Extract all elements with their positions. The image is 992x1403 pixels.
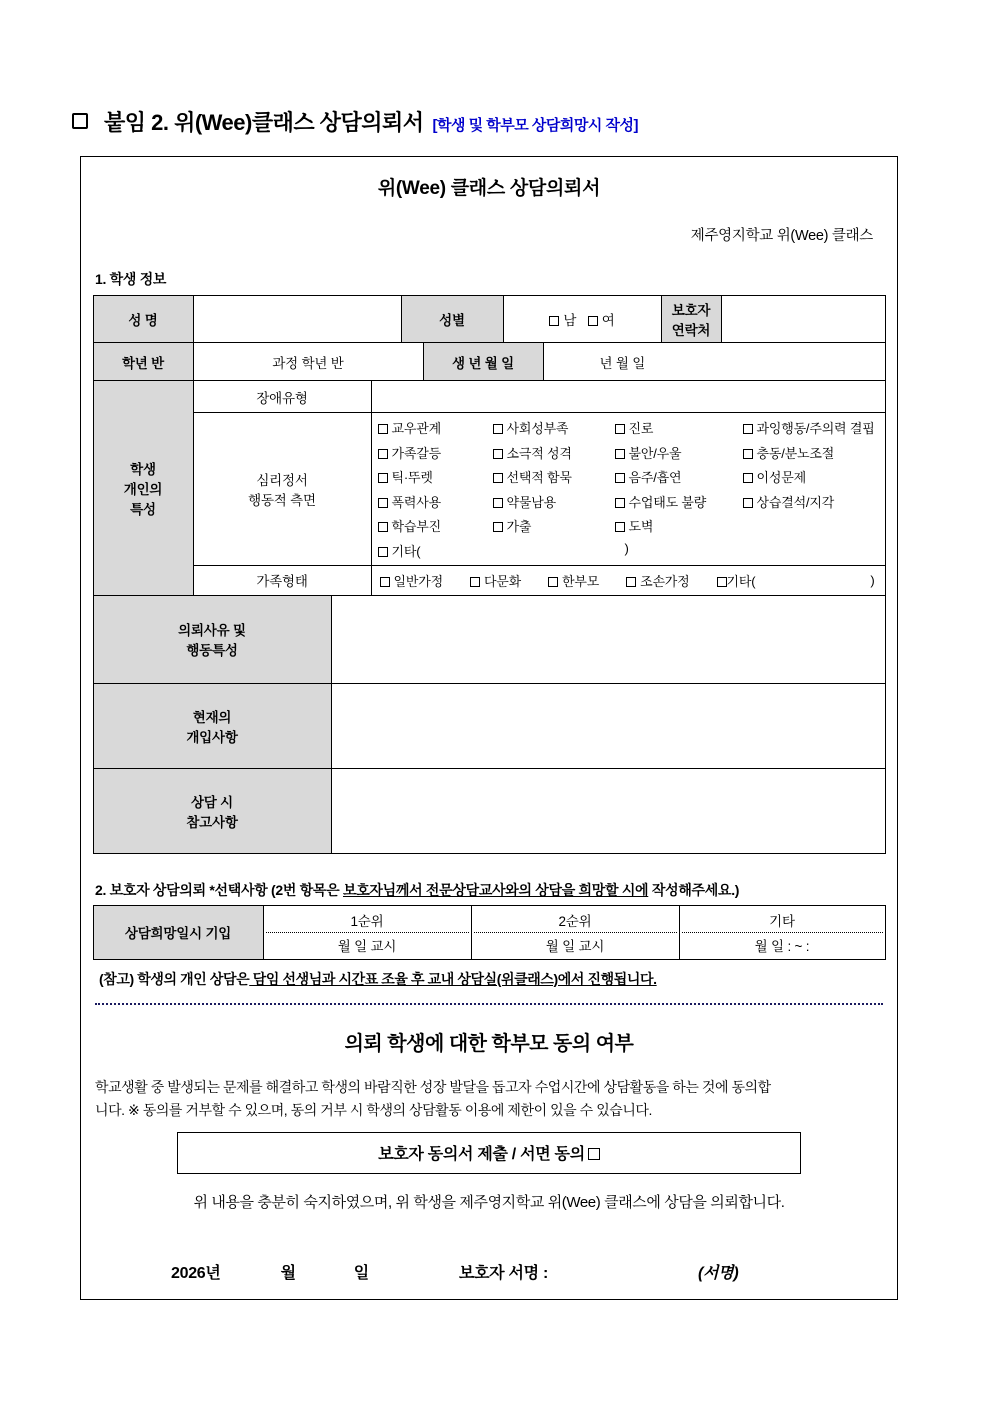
checkbox-icon[interactable]: [493, 449, 503, 459]
label-psych-behavior: [193, 413, 371, 566]
checkbox-icon[interactable]: [743, 424, 753, 434]
psych-item-label: 교우관계: [391, 421, 441, 436]
label-grade-class: 학년 반: [93, 343, 193, 381]
psych-item-empty: [743, 516, 883, 535]
checkbox-icon[interactable]: [378, 498, 388, 508]
family-item: [380, 571, 443, 590]
psych-item-label: 틱·뚜렛: [391, 470, 433, 485]
label-name: 성 명: [93, 296, 193, 343]
field-psych-checklist[interactable]: [371, 413, 885, 566]
student-info-table: [93, 295, 886, 854]
table-row-grade: [93, 343, 885, 381]
checkbox-icon[interactable]: [493, 424, 503, 434]
label-referral-reason: [93, 595, 331, 683]
family-etc-open-label: 기타(: [726, 573, 756, 589]
signature-day[interactable]: 일: [353, 1264, 369, 1282]
family-etc-close-label: ): [870, 572, 875, 588]
consent-body: [95, 1076, 883, 1122]
section2-label: [95, 880, 897, 900]
field-birthdate[interactable]: 년 월 일: [543, 343, 885, 381]
checkbox-icon[interactable]: [378, 449, 388, 459]
psych-item-label: 가족갈등: [391, 445, 441, 461]
family-item: [470, 571, 521, 590]
psych-item-label: 과잉행동/주의력 결핍: [756, 421, 875, 436]
psych-item-label: 선택적 함묵: [506, 470, 572, 485]
psych-item-label: 약물남용: [506, 494, 556, 510]
consent-checkbox-icon[interactable]: [588, 1148, 600, 1160]
checkbox-icon[interactable]: [743, 449, 753, 459]
note-underlined: 담임 선생님과 시간표 조율 후 교내 상담실(위클래스)에서 진행됩니다.: [249, 970, 657, 987]
psych-item-empty: [743, 541, 883, 560]
preferred-datetime-table: [93, 905, 886, 960]
psych-checkbox-grid: [372, 413, 885, 565]
table-row-psych: [93, 413, 885, 566]
checkbox-female-icon[interactable]: [588, 316, 598, 326]
checkbox-icon[interactable]: [615, 522, 625, 532]
field-counseling-reference[interactable]: [331, 768, 885, 853]
cell-priority-1[interactable]: [263, 905, 471, 959]
heading-main-title: 붙임 2. 위(Wee)클래스 상담의뢰서: [104, 110, 424, 135]
checkbox-icon[interactable]: [743, 473, 753, 483]
family-item-label: 조손가정: [640, 573, 690, 589]
psych-item-label: 진로: [628, 421, 654, 436]
form-title: 위(Wee) 클래스 상담의뢰서: [377, 178, 601, 199]
form-organization: 제주영지학교 위(Wee) 클래스: [690, 228, 873, 244]
checkbox-icon[interactable]: [717, 577, 727, 587]
family-item-etc: [717, 571, 756, 590]
label-disability-type: 장애유형: [193, 381, 371, 413]
family-item: [626, 571, 689, 590]
psych-item-label: 도벽: [628, 519, 654, 534]
heading-checkbox-icon: [72, 113, 88, 129]
consent-title: 의뢰 학생에 대한 학부모 동의 여부: [344, 1032, 634, 1055]
checkbox-icon[interactable]: [615, 498, 625, 508]
checkbox-icon[interactable]: [470, 577, 480, 587]
document-heading: [72, 106, 638, 137]
psych-item-label: 소극적 성격: [506, 445, 572, 461]
psych-item: [615, 492, 743, 511]
checkbox-icon[interactable]: [378, 473, 388, 483]
psych-item-label: 상습결석/지각: [756, 494, 835, 510]
priority-2-fields[interactable]: 월 일 교시: [545, 938, 605, 954]
reason-label-line2: 행동특성: [186, 643, 238, 658]
psych-item: [743, 492, 883, 511]
table-row-reference: [93, 768, 885, 853]
psych-item-etc: [378, 541, 493, 560]
checkbox-icon[interactable]: [378, 424, 388, 434]
priority-other-fields[interactable]: 월 일 : ~ :: [754, 938, 810, 954]
cell-priority-2[interactable]: [471, 905, 679, 959]
signature-mark: (서명): [697, 1264, 739, 1282]
consent-body-line1: 학교생활 중 발생되는 문제를 해결하고 학생의 바람직한 성장 발달을 돕고자 수업시간에 상담활동을 하는 것에 동의합: [95, 1078, 771, 1095]
field-referral-reason[interactable]: [331, 595, 885, 683]
priority-1-title: 1순위: [266, 908, 469, 933]
cell-priority-other[interactable]: [679, 905, 885, 959]
consent-box-label: 보호자 동의서 제출 / 서면 동의: [378, 1145, 585, 1163]
priority-1-fields[interactable]: 월 일 교시: [337, 938, 397, 954]
psych-item: [615, 467, 743, 486]
field-gender-options[interactable]: [503, 296, 661, 343]
psych-item: [378, 418, 493, 437]
psych-item-label: 이성문제: [756, 470, 806, 485]
dotted-divider: [95, 1003, 883, 1005]
psych-item: [378, 492, 493, 511]
psych-item-label: 수업태도 불량: [628, 494, 707, 510]
checkbox-icon[interactable]: [493, 522, 503, 532]
psych-item: [493, 443, 615, 462]
psych-item: [493, 418, 615, 437]
checkbox-icon[interactable]: [615, 473, 625, 483]
table-row-disability: [93, 381, 885, 413]
psych-item: [378, 443, 493, 462]
trait-label-line3: 특성: [130, 501, 156, 517]
psych-item-label: 폭력사용: [391, 494, 441, 510]
checkbox-icon[interactable]: [378, 547, 388, 557]
psych-etc-spacer: [493, 541, 615, 560]
ref-label-line1: 상담 시: [190, 794, 234, 810]
note-prefix: (참고) 학생의 개인 상담은: [99, 970, 250, 987]
field-guardian-contact[interactable]: [721, 296, 885, 343]
label-counseling-reference: [93, 768, 331, 853]
signature-month[interactable]: 월: [280, 1264, 296, 1282]
label-student-traits: [93, 381, 193, 596]
family-item-label: 일반가정: [393, 573, 443, 589]
section2-label-underlined: 보호자님께서 전문상담교사와의 상담을 희망할 시에: [342, 881, 649, 898]
consent-submit-box[interactable]: [177, 1132, 801, 1174]
psych-item-label: 가출: [506, 519, 532, 534]
priority-other-title: 기타: [682, 908, 883, 933]
label-family-type: 가족형태: [193, 565, 371, 595]
label-preferred-datetime: 상담희망일시 기입: [93, 905, 263, 959]
section2-label-pre: 2. 보호자 상담의뢰 *선택사항 (2번 항목은: [95, 881, 343, 898]
family-item-label: 다문화: [483, 573, 522, 589]
trait-label-line1: 학생: [130, 461, 156, 477]
family-item-label: 한부모: [562, 573, 600, 589]
checkbox-icon[interactable]: [378, 522, 388, 532]
psych-item-label: 충동/분노조절: [756, 445, 835, 461]
gender-option-male: 남: [563, 313, 577, 328]
signature-label: 보호자 서명 :: [458, 1264, 548, 1282]
section2-label-post: 작성해주세요.): [648, 881, 740, 898]
consent-final-statement: 위 내용을 충분히 숙지하였으며, 위 학생을 제주영지학교 위(Wee) 클래스에 상담을 의뢰합니다.: [193, 1193, 785, 1211]
checkbox-icon[interactable]: [493, 498, 503, 508]
trait-label-line2: 개인의: [123, 481, 163, 497]
signature-year: 2026년: [171, 1264, 221, 1282]
field-current-intervention[interactable]: [331, 683, 885, 768]
current-label-line1: 현재의: [192, 709, 232, 725]
field-family-type[interactable]: [371, 565, 885, 595]
psych-item: [493, 516, 615, 535]
psych-item: [743, 443, 883, 462]
form-frame: [80, 156, 898, 1300]
psych-item-label: 불안/우울: [628, 445, 682, 461]
label-current-intervention: [93, 683, 331, 768]
label-guardian-contact: 보호자 연락처: [661, 296, 721, 343]
checkbox-icon[interactable]: [743, 498, 753, 508]
table-row-family: [93, 565, 885, 595]
psych-label-line1: 심리정서: [256, 472, 308, 488]
table-row-name: [93, 296, 885, 343]
psych-label-line2: 행동적 측면: [248, 492, 316, 508]
psych-item: [615, 443, 743, 462]
psych-item: [493, 467, 615, 486]
psych-item: [615, 516, 743, 535]
psych-item: [615, 418, 743, 437]
label-birthdate: 생 년 월 일: [423, 343, 543, 381]
table-row-current: [93, 683, 885, 768]
psych-etc-close-label: ): [624, 540, 629, 556]
psych-item: [493, 492, 615, 511]
section1-label: 1. 학생 정보: [95, 271, 167, 287]
consent-body-line2: 니다. ※ 동의를 거부할 수 있으며, 동의 거부 시 학생의 상담활동 이용에 제한이 있을 수 있습니다.: [95, 1101, 652, 1118]
psych-item: [378, 516, 493, 535]
psych-item: [378, 467, 493, 486]
field-disability-type[interactable]: [371, 381, 885, 413]
psych-item: [743, 467, 883, 486]
section2-note: [99, 969, 897, 989]
field-name-value[interactable]: [193, 296, 401, 343]
psych-item-label: 사회성부족: [506, 421, 569, 436]
ref-label-line2: 참고사항: [186, 814, 238, 830]
field-grade-class[interactable]: 과정 학년 반: [193, 343, 423, 381]
checkbox-icon[interactable]: [380, 577, 390, 587]
current-label-line2: 개입사항: [186, 729, 238, 745]
table-row-preferred-datetime: [93, 905, 885, 959]
heading-subtitle: [학생 및 학부모 상담희망시 작성]: [432, 117, 638, 134]
psych-item-label: 음주/흡연: [628, 470, 682, 485]
label-gender: 성별: [401, 296, 503, 343]
family-checkbox-row: [372, 569, 885, 592]
priority-2-title: 2순위: [474, 908, 677, 933]
family-item: [548, 571, 599, 590]
checkbox-icon[interactable]: [626, 577, 636, 587]
psych-item: [743, 418, 883, 437]
checkbox-icon[interactable]: [615, 424, 625, 434]
checkbox-icon[interactable]: [548, 577, 558, 587]
table-row-reason: [93, 595, 885, 683]
psych-etc-open-label: 기타(: [391, 543, 421, 559]
checkbox-male-icon[interactable]: [549, 316, 559, 326]
gender-option-female: 여: [601, 313, 615, 328]
reason-label-line1: 의뢰사유 및: [178, 623, 246, 638]
checkbox-icon[interactable]: [493, 473, 503, 483]
checkbox-icon[interactable]: [615, 449, 625, 459]
psych-item-label: 학습부진: [391, 519, 441, 534]
signature-row: [81, 1260, 897, 1283]
